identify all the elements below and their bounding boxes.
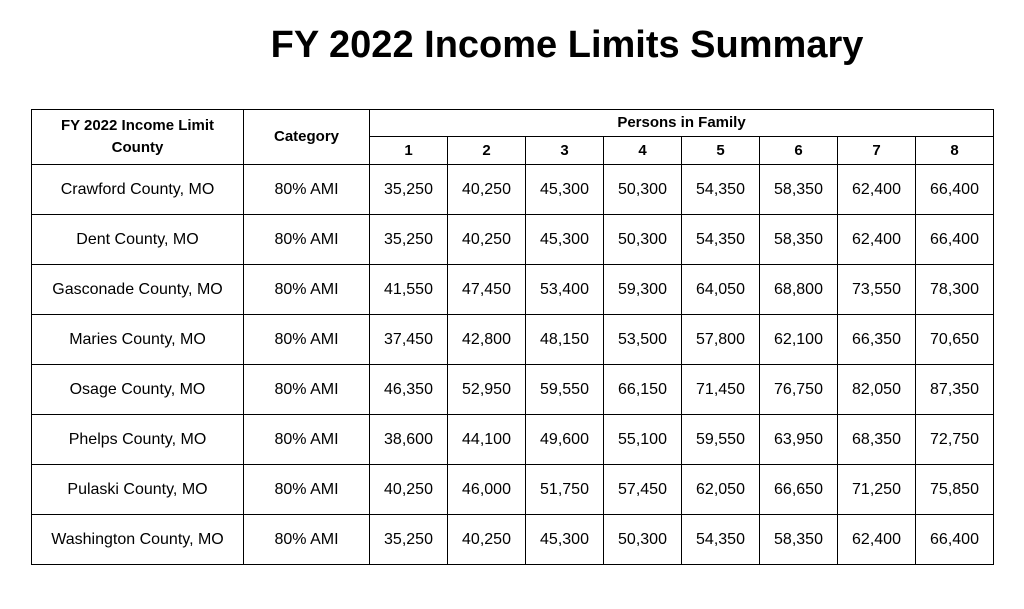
table-row [32,265,994,315]
income-limit-cell: 57,450 [604,465,682,515]
income-limit-cell: 52,950 [448,365,526,415]
family-size-header-2: 2 [448,137,526,165]
category-cell: 80% AMI [244,415,370,465]
income-limit-cell: 66,400 [916,165,994,215]
income-limit-cell: 54,350 [682,515,760,565]
income-limit-cell: 59,300 [604,265,682,315]
income-limit-cell: 49,600 [526,415,604,465]
income-limit-cell: 46,000 [448,465,526,515]
income-limit-cell: 63,950 [760,415,838,465]
income-limits-table [31,109,994,565]
family-size-header-7: 7 [838,137,916,165]
category-cell: 80% AMI [244,165,370,215]
family-size-header-6: 6 [760,137,838,165]
family-size-header-1: 1 [370,137,448,165]
county-cell: Maries County, MO [32,315,244,365]
county-cell: Phelps County, MO [32,415,244,465]
income-limit-cell: 82,050 [838,365,916,415]
category-cell: 80% AMI [244,465,370,515]
income-limit-cell: 46,350 [370,365,448,415]
income-limit-cell: 75,850 [916,465,994,515]
income-limit-cell: 53,500 [604,315,682,365]
county-cell: Gasconade County, MO [32,265,244,315]
county-header-line-2: County [111,139,164,156]
income-limit-cell: 54,350 [682,215,760,265]
income-limit-cell: 50,300 [604,515,682,565]
income-limit-cell: 87,350 [916,365,994,415]
income-limit-cell: 44,100 [448,415,526,465]
income-limit-cell: 62,400 [838,215,916,265]
income-limit-cell: 71,250 [838,465,916,515]
income-limit-cell: 59,550 [526,365,604,415]
category-cell: 80% AMI [244,265,370,315]
income-limit-cell: 58,350 [760,165,838,215]
income-limit-cell: 50,300 [604,215,682,265]
income-limit-cell: 66,150 [604,365,682,415]
table-row [32,515,994,565]
category-cell: 80% AMI [244,515,370,565]
income-limit-cell: 62,100 [760,315,838,365]
category-cell: 80% AMI [244,365,370,415]
income-limit-cell: 62,400 [838,515,916,565]
income-limit-cell: 64,050 [682,265,760,315]
income-limit-cell: 35,250 [370,215,448,265]
table-row [32,465,994,515]
county-cell: Osage County, MO [32,365,244,415]
income-limit-cell: 55,100 [604,415,682,465]
county-cell: Dent County, MO [32,215,244,265]
income-limit-cell: 57,800 [682,315,760,365]
income-limit-cell: 41,550 [370,265,448,315]
income-limit-cell: 45,300 [526,515,604,565]
income-limit-cell: 59,550 [682,415,760,465]
category-column-header: Category [244,110,370,165]
table-row [32,415,994,465]
county-column-header [32,110,244,165]
family-size-header-3: 3 [526,137,604,165]
income-limit-cell: 40,250 [448,215,526,265]
table-row [32,365,994,415]
income-limit-cell: 40,250 [448,515,526,565]
income-limit-cell: 76,750 [760,365,838,415]
income-limit-cell: 66,400 [916,215,994,265]
income-limit-cell: 54,350 [682,165,760,215]
income-limit-cell: 45,300 [526,215,604,265]
income-limit-cell: 37,450 [370,315,448,365]
income-limit-cell: 42,800 [448,315,526,365]
table-row [32,315,994,365]
income-limit-cell: 35,250 [370,165,448,215]
income-limit-cell: 51,750 [526,465,604,515]
income-limit-cell: 68,800 [760,265,838,315]
income-limit-cell: 58,350 [760,215,838,265]
income-limit-cell: 66,650 [760,465,838,515]
income-limit-cell: 58,350 [760,515,838,565]
income-limit-cell: 62,050 [682,465,760,515]
persons-in-family-header: Persons in Family [370,110,994,137]
income-limit-cell: 78,300 [916,265,994,315]
county-header-line-1: FY 2022 Income Limit [60,117,215,134]
family-size-header-5: 5 [682,137,760,165]
income-limit-cell: 40,250 [370,465,448,515]
family-size-header-8: 8 [916,137,994,165]
income-limit-cell: 35,250 [370,515,448,565]
income-limit-cell: 45,300 [526,165,604,215]
income-limit-cell: 53,400 [526,265,604,315]
income-limit-cell: 38,600 [370,415,448,465]
income-limit-cell: 73,550 [838,265,916,315]
header-row [32,110,994,137]
category-cell: 80% AMI [244,315,370,365]
page-title: FY 2022 Income Limits Summary [270,24,864,66]
income-limit-cell: 47,450 [448,265,526,315]
income-limit-cell: 66,400 [916,515,994,565]
income-limit-cell: 70,650 [916,315,994,365]
income-limit-cell: 66,350 [838,315,916,365]
county-cell: Washington County, MO [32,515,244,565]
county-cell: Crawford County, MO [32,165,244,215]
income-limit-cell: 48,150 [526,315,604,365]
table-row [32,165,994,215]
income-limit-cell: 40,250 [448,165,526,215]
income-limit-cell: 71,450 [682,365,760,415]
table-body [32,165,994,565]
income-limit-cell: 50,300 [604,165,682,215]
income-limit-cell: 68,350 [838,415,916,465]
income-limit-cell: 72,750 [916,415,994,465]
county-cell: Pulaski County, MO [32,465,244,515]
family-size-header-4: 4 [604,137,682,165]
table-row [32,215,994,265]
category-cell: 80% AMI [244,215,370,265]
income-limit-cell: 62,400 [838,165,916,215]
